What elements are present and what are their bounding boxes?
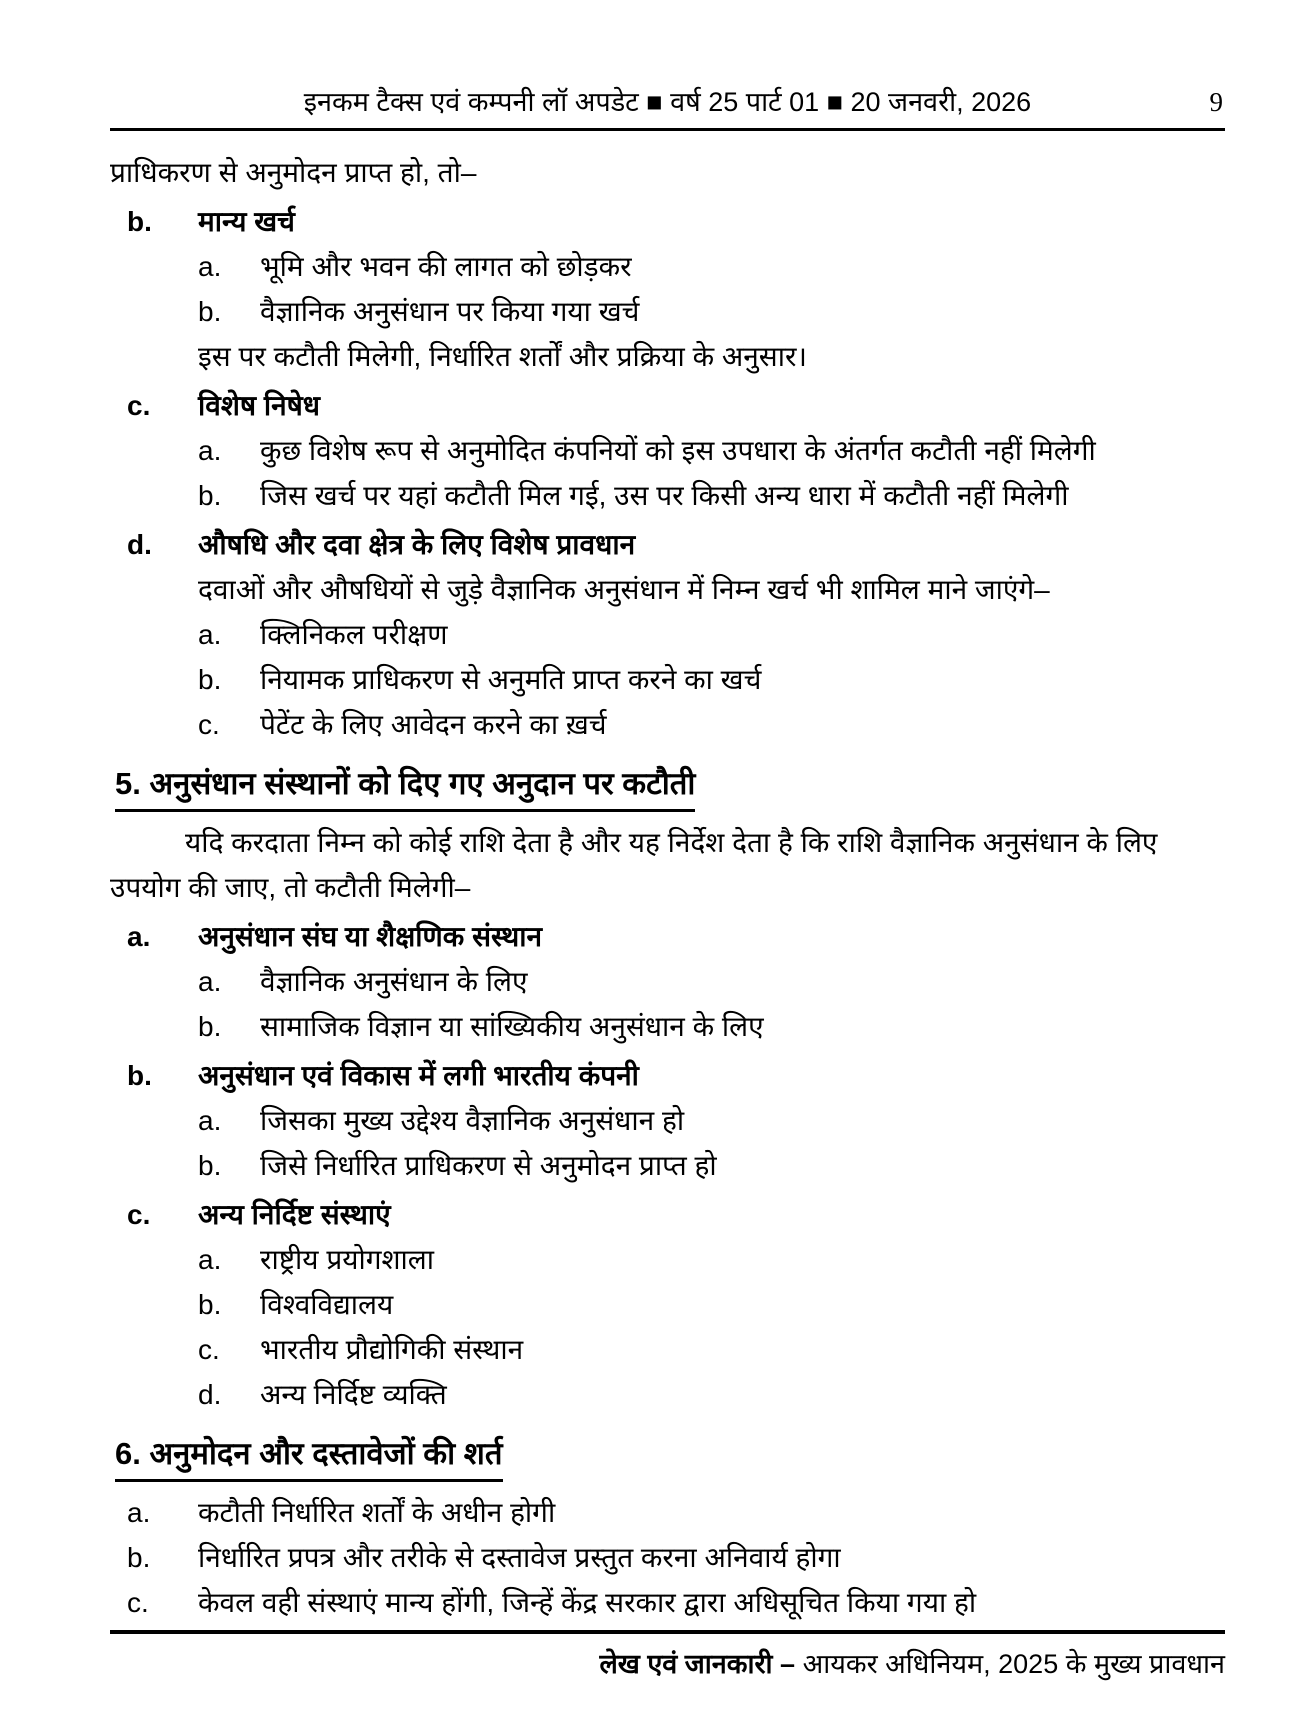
list-item: [110, 383, 1225, 428]
item-text: कटौती निर्धारित शर्तों के अधीन होगी: [198, 1497, 556, 1528]
sub-text: भारतीय प्रौद्योगिकी संस्थान: [260, 1334, 524, 1365]
sub-text: सामाजिक विज्ञान या सांख्यिकीय अनुसंधान के लिए: [260, 1011, 764, 1042]
list-item: [110, 1490, 1225, 1535]
item-label: c.: [127, 390, 151, 421]
sub-item: [110, 1327, 1225, 1372]
lead-paragraph: प्राधिकरण से अनुमोदन प्राप्त हो, तो–: [110, 157, 477, 188]
section5-intro-paragraph: यदि करदाता निम्न को कोई राशि देता है और यह निर्देश देता है कि राशि वैज्ञानिक अनुसंधान के लिए उपयोग की जाए, तो कटौती मिलेगी–: [110, 827, 1158, 903]
sub-item: [110, 1237, 1225, 1282]
sub-text: भूमि और भवन की लागत को छोड़कर: [260, 251, 632, 282]
sub-text: जिस खर्च पर यहां कटौती मिल गई, उस पर किसी अन्य धारा में कटौती नहीं मिलेगी: [260, 480, 1069, 511]
sub-text: नियामक प्राधिकरण से अनुमति प्राप्त करने का खर्च: [260, 664, 762, 695]
sub-text: वैज्ञानिक अनुसंधान के लिए: [260, 966, 528, 997]
sub-item: [110, 1282, 1225, 1327]
item-text: निर्धारित प्रपत्र और तरीके से दस्तावेज प्रस्तुत करना अनिवार्य होगा: [198, 1542, 841, 1573]
list-item: [110, 914, 1225, 959]
footer-label: लेख एवं जानकारी –: [599, 1649, 796, 1679]
sub-label: b.: [198, 480, 222, 511]
sub-label: a.: [198, 435, 222, 466]
sub-label: b.: [198, 664, 222, 695]
sub-item: [110, 428, 1225, 473]
sub-item: [110, 244, 1225, 289]
list-item: [110, 1580, 1225, 1625]
list-item: [110, 1192, 1225, 1237]
sub-item: [110, 1143, 1225, 1188]
sub-label: d.: [198, 1379, 222, 1410]
sub-label: c.: [198, 1334, 220, 1365]
footer-text: आयकर अधिनियम, 2025 के मुख्य प्रावधान: [802, 1649, 1225, 1679]
item-title: मान्य खर्च: [198, 206, 295, 237]
sub-text: वैज्ञानिक अनुसंधान पर किया गया खर्च: [260, 296, 640, 327]
sub-text: राष्ट्रीय प्रयोगशाला: [260, 1244, 435, 1275]
sub-text: कुछ विशेष रूप से अनुमोदित कंपनियों को इस उपधारा के अंतर्गत कटौती नहीं मिलेगी: [260, 435, 1096, 466]
sub-item: [110, 1004, 1225, 1049]
sub-text: क्लिनिकल परीक्षण: [260, 619, 448, 650]
sub-label: c.: [198, 709, 220, 740]
page-footer: [110, 1644, 1225, 1684]
item-label: a.: [127, 921, 151, 952]
page-number: 9: [1209, 87, 1223, 117]
sub-item: [110, 702, 1225, 747]
section-heading-6: 6. अनुमोदन और दस्तावेजों की शर्त: [115, 1433, 1225, 1482]
header-rule: [110, 128, 1225, 131]
item-title: अनुसंधान एवं विकास में लगी भारतीय कंपनी: [198, 1060, 639, 1091]
sub-label: a.: [198, 1244, 222, 1275]
sub-text: जिसे निर्धारित प्राधिकरण से अनुमोदन प्राप्त हो: [260, 1150, 717, 1181]
journal-header-title: इनकम टैक्स एवं कम्पनी लॉ अपडेट ■ वर्ष 25 पार्ट 01 ■ 20 जनवरी, 2026: [303, 87, 1032, 117]
item-note: इस पर कटौती मिलेगी, निर्धारित शर्तों और प्रक्रिया के अनुसार।: [198, 341, 808, 372]
list-item: [110, 199, 1225, 244]
item-label: c.: [127, 1587, 149, 1618]
sub-item: [110, 959, 1225, 1004]
item-label: b.: [127, 1060, 152, 1091]
sub-item: [110, 612, 1225, 657]
list-item: [110, 1053, 1225, 1098]
sub-label: b.: [198, 296, 222, 327]
sub-label: b.: [198, 1289, 222, 1320]
sub-label: a.: [198, 251, 222, 282]
sub-label: a.: [198, 619, 222, 650]
item-text: केवल वही संस्थाएं मान्य होंगी, जिन्हें केंद्र सरकार द्वारा अधिसूचित किया गया हो: [198, 1587, 977, 1618]
sub-label: a.: [198, 966, 222, 997]
sub-item: [110, 473, 1225, 518]
sub-item: [110, 657, 1225, 702]
item-label: b.: [127, 1542, 151, 1573]
sub-text: विश्वविद्यालय: [260, 1289, 394, 1320]
item-label: d.: [127, 529, 152, 560]
sub-text: अन्य निर्दिष्ट व्यक्ति: [260, 1379, 447, 1410]
item-label: c.: [127, 1199, 151, 1230]
item-note: दवाओं और औषधियों से जुड़े वैज्ञानिक अनुसंधान में निम्न खर्च भी शामिल माने जाएंगे–: [198, 574, 1050, 605]
sub-item: [110, 1098, 1225, 1143]
item-title: विशेष निषेध: [198, 390, 321, 421]
item-label: b.: [127, 206, 152, 237]
item-title: औषधि और दवा क्षेत्र के लिए विशेष प्रावधान: [198, 529, 636, 560]
page-header: [110, 82, 1225, 122]
sub-text: जिसका मुख्य उद्देश्य वैज्ञानिक अनुसंधान हो: [260, 1105, 685, 1136]
sub-label: a.: [198, 1105, 222, 1136]
item-title: अनुसंधान संघ या शैक्षणिक संस्थान: [198, 921, 543, 952]
item-title: अन्य निर्दिष्ट संस्थाएं: [198, 1199, 391, 1230]
sub-text: पेटेंट के लिए आवेदन करने का ख़र्च: [260, 709, 607, 740]
page-body: [110, 150, 1225, 1625]
section-heading-5: 5. अनुसंधान संस्थानों को दिए गए अनुदान पर कटौती: [115, 763, 1225, 812]
sub-label: b.: [198, 1150, 222, 1181]
sub-label: b.: [198, 1011, 222, 1042]
list-item: [110, 522, 1225, 567]
item-label: a.: [127, 1497, 151, 1528]
sub-item: [110, 289, 1225, 334]
sub-item: [110, 1372, 1225, 1417]
footer-rule: [110, 1630, 1225, 1634]
list-item: [110, 1535, 1225, 1580]
